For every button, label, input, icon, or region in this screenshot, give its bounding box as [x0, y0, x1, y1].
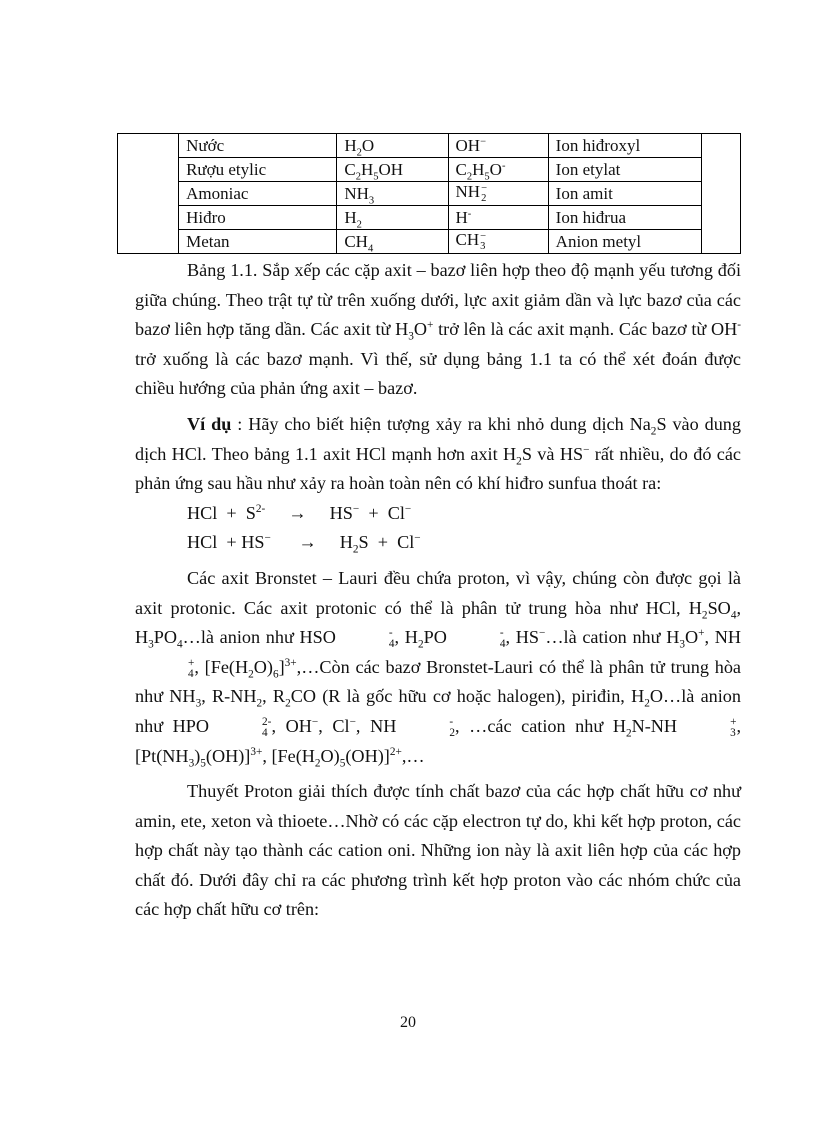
table-row: [118, 134, 741, 158]
table-cell: Hiđro: [179, 206, 337, 230]
table-cell: OH−: [448, 134, 548, 158]
acid-base-table: [117, 133, 741, 254]
table-row: [118, 182, 741, 206]
table-side-cell: [118, 134, 179, 254]
table-cell: $H_2$: [337, 206, 448, 230]
table-cell: Anion metyl: [548, 230, 701, 254]
proton-theory-paragraph: Thuyết Proton giải thích được tính chất bazơ của các hợp chất hữu cơ như amin, ete, xeton và thioete…Nhờ có các cặp electron tự do, khi kết hợp proton, các hợp chất này tạo thành các cation oni. Những ion này là axit liên hợp của các hợp chất đó. Dưới đây chỉ ra các phương trình kết hợp proton vào các nhóm chức của các hợp chất hữu cơ trên:: [135, 781, 741, 920]
table-cell: Ion hiđroxyl: [548, 134, 701, 158]
table-cell: Rượu etylic: [179, 158, 337, 182]
table-cell: Metan: [179, 230, 337, 254]
table-row: [118, 230, 741, 254]
table-caption: Bảng 1.1. Sắp xếp các cặp axit – bazơ liên hợp theo độ mạnh yếu tương đối giữa chúng. Theo trật tự từ trên xuống dưới, lực axit giảm dần và lực bazơ của các bazơ liên hợp tăng dần. Các axit từ $H_3O^+$ trở lên là các axit mạnh. Các bazơ từ OH- trở xuống là các bazơ mạnh. Vì thế, sử dụng bảng 1.1 ta có thể xét đoán được chiều hướng của phản ứng axit – bazơ.: [135, 260, 742, 399]
table-cell: $CH_4$: [337, 230, 448, 254]
table-cell: CH − 3: [448, 230, 548, 254]
table-cell: Ion hiđrua: [548, 206, 701, 230]
example-paragraph: Ví dụ : Hãy cho biết hiện tượng xảy ra khi nhỏ dung dịch $Na_2S$ vào dung dịch HCl. Theo bảng 1.1 axit HCl mạnh hơn axit $H_2S$ và HS− rất nhiều, do đó các phản ứng sau hầu như xảy ra hoàn toàn nên có khí hiđro sunfua thoát ra:: [135, 413, 741, 494]
equation-1: HCl + $S^{2-} \to HS^- + Cl^-$: [187, 502, 412, 523]
bronsted-paragraph: Các axit Bronstet – Lauri đều chứa proton, vì vậy, chúng còn được gọi là axit protonic. Các axit protonic có thể là phân tử trung hòa như HCl, $H_2SO_4$, $H_3PO_4\dots là$ anion như HSO - 4 , $H_2PO$ - 4 , HS−…là cation như $H_3O^+$, NH + 4 , $[Fe(H_2O)_6]^{3+},\dots Còn$ các bazơ Bronstet-Lauri có thể là phân tử trung hòa như $NH_3$, $R-NH_2$, $R_2CO$ (R là gốc hữu cơ hoặc halogen), piriđin, $H_2O\dots là$ anion như HPO 2- 4 , OH−, Cl−, NH - 2 , …các cation như $H_2N-NH$ + 3 , $[Pt(NH_3)_5(OH)]^{3+}$, $[Fe(H_2O)_5(OH)]^{2+},\dots$: [135, 567, 741, 770]
equation-2: HCl + HS− → $H_2S + Cl^-$: [187, 532, 421, 556]
table-cell: $NH_3$: [337, 182, 448, 206]
table-side-cell: [701, 134, 740, 254]
table-cell: Ion amit: [548, 182, 701, 206]
table-row: [118, 158, 741, 182]
table-cell: Nước: [179, 134, 337, 158]
table-cell: NH − 2: [448, 182, 548, 206]
page-number: 20: [400, 1014, 416, 1031]
table-cell: Amoniac: [179, 182, 337, 206]
table-cell: $H_2O$: [337, 134, 448, 158]
table-cell: H-: [448, 206, 548, 230]
table-cell: Ion etylat: [548, 158, 701, 182]
table-cell: $C_2H_5O^-$: [448, 158, 548, 182]
table-row: [118, 206, 741, 230]
body-text: [135, 256, 741, 925]
example-label: Ví dụ: [187, 413, 232, 434]
table-cell: $C_2H_5OH$: [337, 158, 448, 182]
